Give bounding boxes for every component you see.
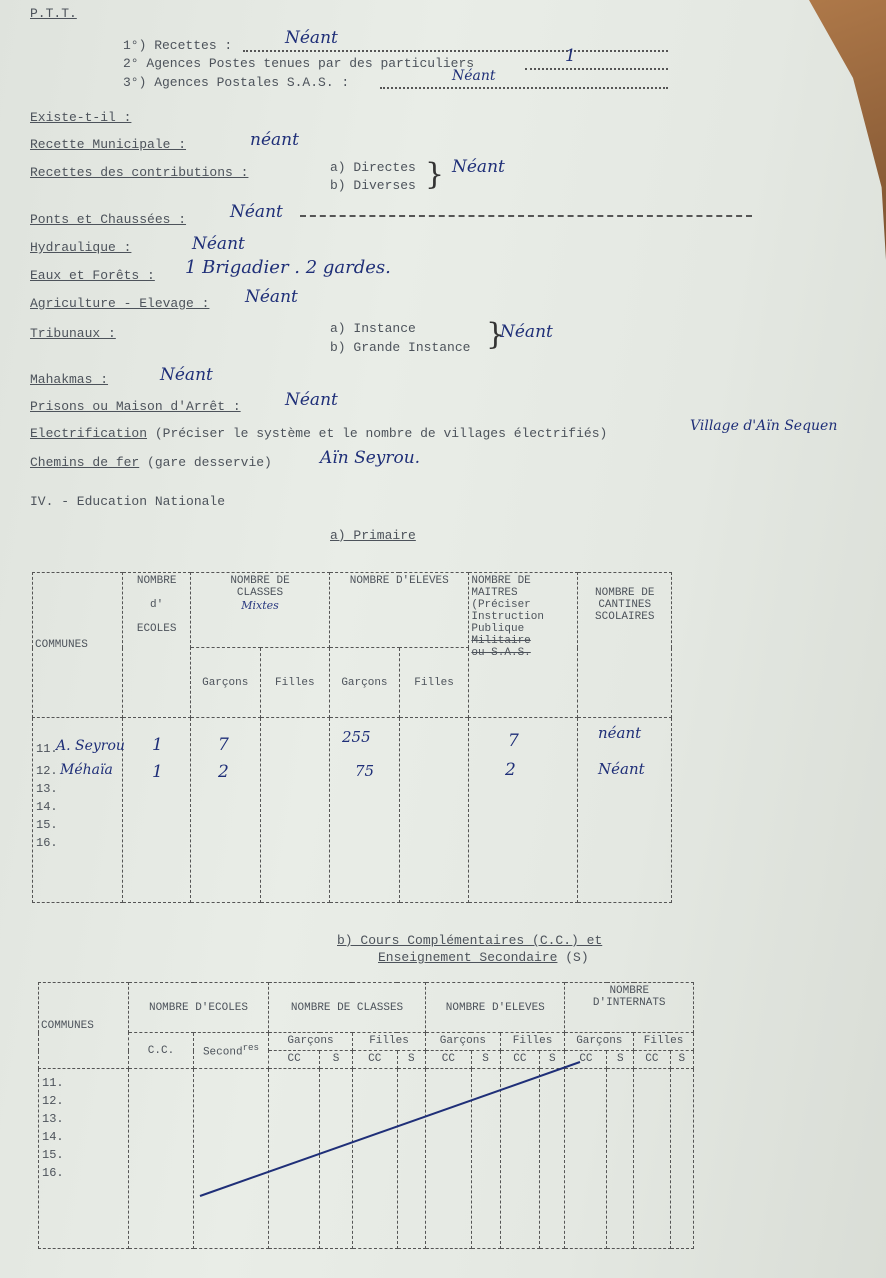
ptt-agences-label: 2° Agences Postes tenues par des particuliers	[123, 56, 475, 71]
h2-internats: NOMBRE D'INTERNATS	[565, 983, 694, 1033]
h2-s-col: S	[397, 1051, 426, 1069]
row1-eleves-garcons: 255	[342, 728, 371, 746]
h2-eleves-garcons: Garçons	[426, 1033, 501, 1051]
row-number: 14.	[36, 800, 58, 814]
h2-eleves-filles: Filles	[500, 1033, 565, 1051]
row-number: 14.	[42, 1130, 64, 1144]
h2-ecoles: NOMBRE D'ECOLES	[129, 983, 269, 1033]
section-title: IV. - Education Nationale	[30, 494, 226, 509]
h-classes-garcons: Garçons	[190, 648, 260, 718]
h2-internats-garcons: Garçons	[565, 1033, 634, 1051]
contributions-value: Néant	[452, 157, 505, 177]
prisons-label: Prisons ou Maison d'Arrêt :	[30, 399, 241, 414]
contributions-label: Recettes des contributions :	[30, 165, 249, 180]
row-number: 16.	[36, 836, 58, 850]
h-eleves-garcons: Garçons	[330, 648, 400, 718]
chemins-label: Chemins de fer	[30, 455, 140, 470]
row-number: 16.	[42, 1166, 64, 1180]
h2-classes-garcons: Garçons	[269, 1033, 353, 1051]
agriculture-label: Agriculture - Elevage :	[30, 296, 210, 311]
h2-cc-col: CC	[426, 1051, 471, 1069]
contributions-b: b) Diverses	[330, 178, 416, 193]
h-eleves-filles: Filles	[399, 648, 469, 718]
h-communes: COMMUNES	[33, 573, 123, 718]
mahakmas-label: Mahakmas :	[30, 372, 109, 387]
h2-cc-col: CC	[352, 1051, 397, 1069]
h2-s-col: S	[320, 1051, 353, 1069]
h2-second: Second$^{res}$	[194, 1033, 269, 1069]
row2-maitres: 2	[505, 760, 516, 780]
row2-eleves-garcons: 75	[355, 762, 375, 780]
chemins-value: Aïn Seyrou.	[320, 448, 421, 468]
tribunaux-label: Tribunaux :	[30, 326, 116, 341]
h2-s-col: S	[471, 1051, 500, 1069]
hydraulique-value: Néant	[192, 234, 245, 254]
ptt-sas-label: 3°) Agences Postales S.A.S. :	[123, 75, 350, 90]
row-number: 15.	[36, 818, 58, 832]
tribunaux-a: a) Instance	[330, 321, 416, 336]
h2-cc-col: CC	[269, 1051, 320, 1069]
row1-ecoles: 1	[152, 735, 163, 755]
ptt-agences-value: 1	[565, 46, 576, 66]
h2-classes: NOMBRE DE CLASSES	[269, 983, 426, 1033]
brace: }	[425, 157, 445, 192]
prisons-value: Néant	[285, 390, 338, 410]
secondaire-title-2: Enseignement Secondaire (S)	[378, 950, 589, 965]
agriculture-value: Néant	[245, 287, 298, 307]
row1-commune: A. Seyrou	[56, 738, 125, 754]
row1-maitres: 7	[508, 731, 519, 751]
row-number: 15.	[42, 1148, 64, 1162]
h2-s-col: S	[670, 1051, 693, 1069]
tribunaux-value: Néant	[500, 322, 553, 342]
h2-eleves: NOMBRE D'ELEVES	[426, 983, 565, 1033]
secondaire-title-1: b) Cours Complémentaires (C.C.) et	[337, 933, 603, 948]
h2-internats-filles: Filles	[634, 1033, 694, 1051]
h2-communes: COMMUNES	[39, 983, 129, 1069]
eaux-value: 1 Brigadier . 2 gardes.	[185, 257, 391, 278]
row1-cantines: néant	[598, 724, 642, 742]
row2-ecoles: 1	[152, 762, 163, 782]
recette-municipale-value: néant	[250, 130, 299, 150]
row-number: 13.	[36, 782, 58, 796]
h2-s-col: S	[607, 1051, 634, 1069]
h2-classes-filles: Filles	[352, 1033, 425, 1051]
row2-commune: Méhaïa	[60, 762, 113, 778]
mahakmas-value: Néant	[160, 365, 213, 385]
h-classes: NOMBRE DE CLASSES Mixtes	[190, 573, 329, 648]
recette-municipale-label: Recette Municipale :	[30, 137, 187, 152]
ponts-label: Ponts et Chaussées :	[30, 212, 187, 227]
h-ecoles: NOMBRE d' ECOLES	[123, 573, 191, 718]
ptt-sas-value: Néant	[452, 68, 496, 84]
hydraulique-label: Hydraulique :	[30, 240, 132, 255]
row1-classes: 7	[218, 735, 229, 755]
h-eleves: NOMBRE D'ELEVES	[330, 573, 469, 648]
existe-label: Existe-t-il :	[30, 110, 132, 125]
electrification-value: Village d'Aïn Sequen	[690, 418, 838, 434]
row-number: 11.	[42, 1076, 64, 1090]
row-number: 12.	[42, 1094, 64, 1108]
h-classes-filles: Filles	[260, 648, 330, 718]
header-ref: P.T.T.	[30, 6, 77, 21]
electrification-note: (Préciser le système et le nombre de villages électrifiés)	[154, 426, 608, 441]
h2-cc-col: CC	[500, 1051, 540, 1069]
row-number: 11.	[36, 742, 58, 756]
row-number: 13.	[42, 1112, 64, 1126]
electrification-label: Electrification	[30, 426, 148, 441]
ptt-recettes-value: Néant	[285, 28, 338, 48]
h2-s-col: S	[540, 1051, 565, 1069]
ptt-recettes-label: 1°) Recettes :	[123, 38, 233, 53]
h2-cc: C.C.	[129, 1033, 194, 1069]
row2-cantines: Néant	[598, 760, 645, 778]
h-cantines: NOMBRE DE CANTINES SCOLAIRES	[578, 573, 672, 718]
row-number: 12.	[36, 764, 58, 778]
h2-cc-col: CC	[565, 1051, 607, 1069]
row2-classes: 2	[218, 762, 229, 782]
h2-cc-col: CC	[634, 1051, 671, 1069]
primaire-title: a) Primaire	[330, 528, 416, 543]
contributions-a: a) Directes	[330, 160, 416, 175]
ponts-value: Néant	[230, 202, 283, 222]
chemins-note: (gare desservie)	[147, 455, 272, 470]
brace: }	[486, 317, 506, 352]
h-maitres: NOMBRE DE MAITRES (Préciser Instruction Publique Militaire ou S.A.S.	[469, 573, 578, 718]
eaux-label: Eaux et Forêts :	[30, 268, 155, 283]
tribunaux-b: b) Grande Instance	[330, 340, 471, 355]
